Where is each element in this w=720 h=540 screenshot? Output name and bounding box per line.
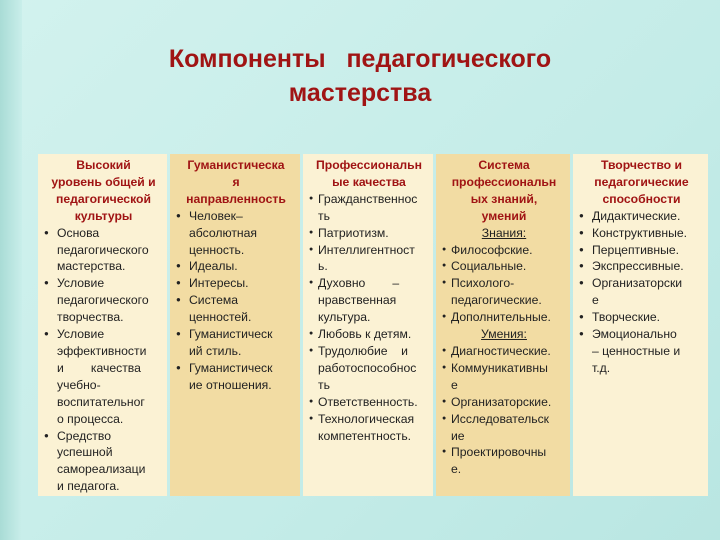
column-header: Профессиональн ые качества [316,158,422,189]
list-item: ● Условие эффективности и качества учебно- воспитательног о процесса. [44,326,163,427]
column-creativity [573,154,708,496]
slide-title-line2: мастерства [288,79,432,107]
list-item: ● Экспрессивные. [579,258,704,275]
skills-list [442,343,566,478]
list-item: ● Идеалы. [176,258,296,275]
list-item: ● Трудолюбие и работоспособнос ть [309,343,429,394]
slide-title [60,42,660,110]
column-header: Высокий уровень общей и педагогической культуры [51,158,156,223]
bullet-list [579,208,704,377]
bullet-list [176,208,296,394]
list-item: ● Гуманистическ ий стиль. [176,326,296,360]
bullet-list [44,225,163,496]
bullet-list [309,191,429,445]
left-decor-strip [0,0,22,540]
knowledge-list [442,242,566,327]
list-item: ● Творческие. [579,309,704,326]
list-item: ● Коммуникативны е [442,360,566,394]
list-item: ● Конструктивные. [579,225,704,242]
list-item: ● Средство успешной самореализаци и педагога. [44,428,163,496]
knowledge-label: Знания: [481,225,527,240]
list-item: ● Условие педагогического творчества. [44,275,163,326]
column-header: Гуманистическа я направленность [186,158,286,206]
list-item: ● Основа педагогического мастерства. [44,225,163,276]
column-header: Система профессиональн ых знаний, умений [451,158,557,223]
list-item: ● Психолого- педагогические. [442,275,566,309]
list-item: ● Духовно – нравственная культура. [309,275,429,326]
slide-title-line1: Компоненты педагогического [168,45,552,73]
list-item: ● Технологическая компетентность. [309,411,429,445]
list-item: ● Организаторски е [579,275,704,309]
list-item: ● Интеллигентност ь. [309,242,429,276]
list-item: ● Социальные. [442,258,566,275]
column-humanistic [170,154,300,496]
list-item: ● Интересы. [176,275,296,292]
list-item: ● Философские. [442,242,566,259]
list-item: ● Организаторские. [442,394,566,411]
skills-label: Умения: [481,327,527,342]
column-culture [38,154,167,496]
list-item: ● Гуманистическ ие отношения. [176,360,296,394]
list-item: ● Любовь к детям. [309,326,429,343]
list-item: ● Ответственность. [309,394,429,411]
list-item: ● Дидактические. [579,208,704,225]
list-item: ● Патриотизм. [309,225,429,242]
column-header: Творчество и педагогические способности [594,158,689,206]
list-item: ● Перцептивные. [579,242,704,259]
column-qualities [303,154,433,496]
list-item: ● Эмоционально – ценностные и т.д. [579,326,704,377]
list-item: ● Гражданственнос ть [309,191,429,225]
list-item: ● Диагностические. [442,343,566,360]
column-knowledge-skills [436,154,570,496]
components-table [38,154,708,496]
list-item: ● Проектировочны е. [442,444,566,478]
list-item: ● Человек– абсолютная ценность. [176,208,296,259]
list-item: ● Исследовательск ие [442,411,566,445]
list-item: ● Система ценностей. [176,292,296,326]
list-item: ● Дополнительные. [442,309,566,326]
